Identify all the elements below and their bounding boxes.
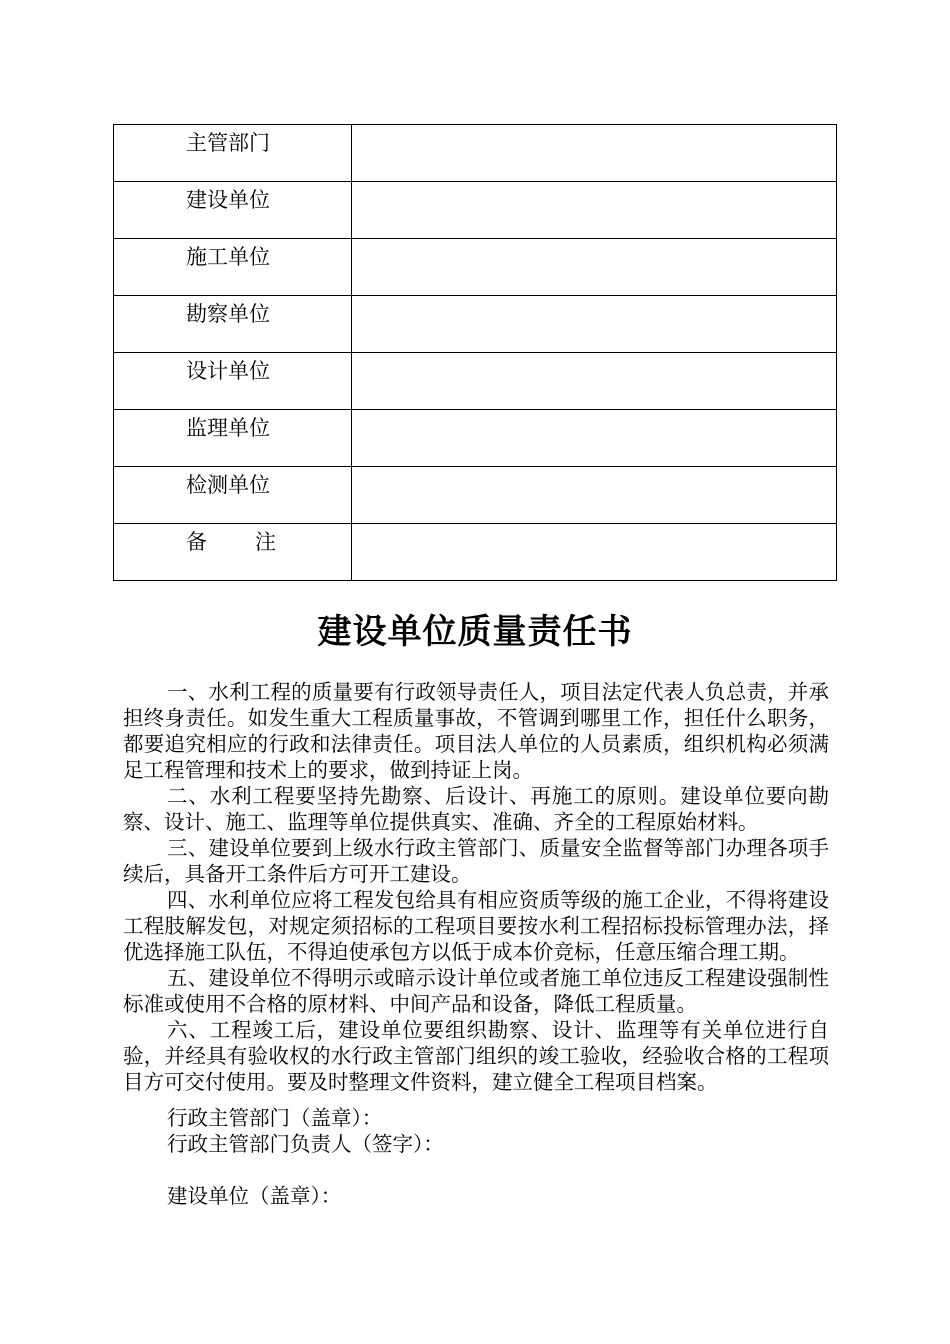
admin-head-signature-line: 行政主管部门负责人（签字）： — [167, 1132, 444, 1156]
row-value[interactable] — [352, 524, 837, 581]
row-label: 监理单位 — [114, 410, 352, 467]
table-row — [114, 125, 837, 182]
paragraph: 三、建设单位要到上级水行政主管部门、质量安全监督等部门办理各项手续后，具备开工条件后方可开工建设。 — [123, 836, 829, 886]
paragraph: 四、水利单位应将工程发包给具有相应资质等级的施工企业，不得将建设工程肢解发包，对规定须招标的工程项目要按水利工程招标投标管理办法，择优选择施工队伍，不得迫使承包方以低于成本价竞标，任意压缩合理工期。 — [123, 888, 829, 964]
row-value[interactable] — [352, 296, 837, 353]
row-label: 设计单位 — [114, 353, 352, 410]
paragraph: 二、水利工程要坚持先勘察、后设计、再施工的原则。建设单位要向勘察、设计、施工、监理等单位提供真实、准确、齐全的工程原始材料。 — [123, 784, 829, 834]
table-row — [114, 467, 837, 524]
row-label: 施工单位 — [114, 239, 352, 296]
table-row — [114, 296, 837, 353]
paragraph: 六、工程竣工后，建设单位要组织勘察、设计、监理等有关单位进行自验，并经具有验收权的水行政主管部门组织的竣工验收，经验收合格的工程项目方可交付使用。要及时整理文件资料，建立健全工程项目档案。 — [123, 1018, 829, 1094]
row-label: 勘察单位 — [114, 296, 352, 353]
row-label: 备 注 — [114, 524, 352, 581]
table-row — [114, 524, 837, 581]
info-table — [113, 124, 837, 581]
document-title: 建设单位质量责任书 — [317, 612, 633, 652]
paragraph: 五、建设单位不得明示或暗示设计单位或者施工单位违反工程建设强制性标准或使用不合格的原材料、中间产品和设备，降低工程质量。 — [123, 966, 829, 1016]
row-value[interactable] — [352, 239, 837, 296]
row-value[interactable] — [352, 125, 837, 182]
table-row — [114, 353, 837, 410]
row-value[interactable] — [352, 410, 837, 467]
table-row — [114, 410, 837, 467]
table-row — [114, 239, 837, 296]
admin-seal-line: 行政主管部门（盖章）： — [167, 1106, 383, 1130]
row-label: 主管部门 — [114, 125, 352, 182]
row-label: 检测单位 — [114, 467, 352, 524]
row-value[interactable] — [352, 353, 837, 410]
row-value[interactable] — [352, 467, 837, 524]
row-value[interactable] — [352, 182, 837, 239]
document-body — [123, 679, 829, 1095]
row-label: 建设单位 — [114, 182, 352, 239]
table-row — [114, 182, 837, 239]
builder-seal-line: 建设单位（盖章）： — [167, 1184, 342, 1208]
paragraph: 一、水利工程的质量要有行政领导责任人，项目法定代表人负总责，并承担终身责任。如发生重大工程质量事故，不管调到哪里工作，担任什么职务，都要追究相应的行政和法律责任。项目法人单位的人员素质，组织机构必须满足工程管理和技术上的要求，做到持证上岗。 — [123, 680, 829, 782]
